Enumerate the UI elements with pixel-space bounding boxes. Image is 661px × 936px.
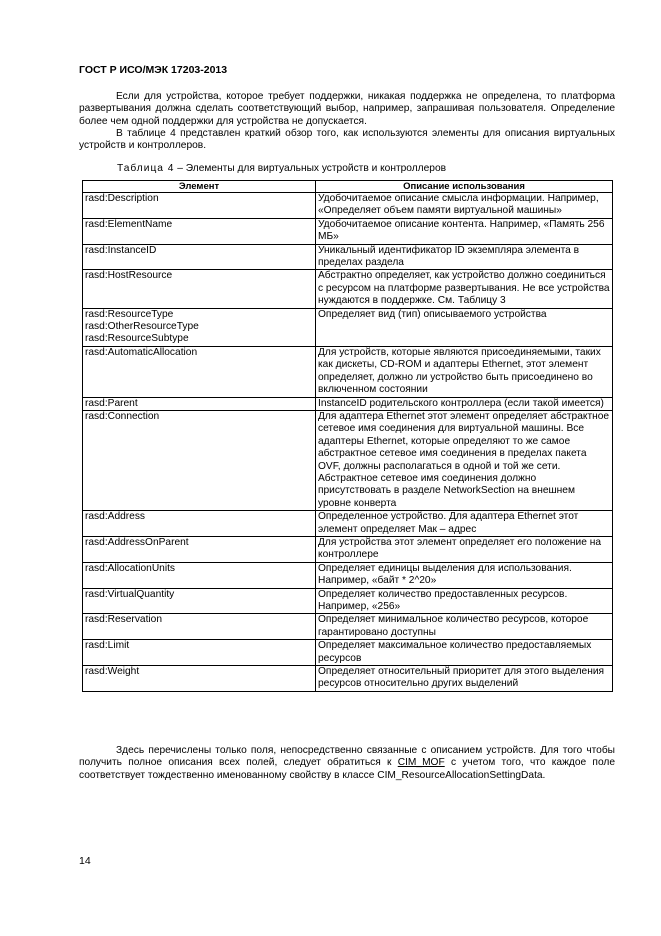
page-number: 14 (79, 855, 91, 867)
element-name: rasd:AutomaticAllocation (85, 346, 198, 358)
element-cell (83, 397, 316, 410)
element-name: rasd:ResourceType (85, 308, 174, 320)
table-row (83, 562, 613, 588)
table-row (83, 308, 613, 346)
description-cell: Для устройств, которые являются присоединяемыми, таких как дискеты, CD-ROM и адаптеры Ethernet, этот элемент определяет, должно ли устройство быть присоединено во включенном состоянии (316, 346, 613, 397)
table-caption-text: – Элементы для виртуальных устройств и контроллеров (174, 163, 447, 174)
element-name: rasd:Description (85, 193, 159, 204)
description-cell: Абстрактно определяет, как устройство должно соединиться с ресурсом на платформе развертывания. Не все устройства нуждаются в поддержке. См. Таблицу 3 (316, 270, 613, 308)
element-name: rasd:InstanceID (85, 244, 157, 256)
element-name: rasd:Connection (85, 410, 160, 422)
element-cell (83, 588, 316, 614)
element-cell (83, 193, 316, 219)
table-caption (117, 163, 446, 174)
element-cell (83, 562, 316, 588)
table-row (83, 193, 613, 219)
description-cell: Определяет единицы выделения для использования. Например, «байт * 2^20» (316, 562, 613, 588)
element-cell (83, 270, 316, 308)
table-row (83, 244, 613, 270)
element-name: rasd:ResourceSubtype (85, 333, 189, 345)
element-cell (83, 640, 316, 666)
element-cell (83, 666, 316, 692)
intro-paragraph-1: Если для устройства, которое требует поддержки, никакая поддержка не определена, то платформа развертывания должна сделать соответствующий выбор, например, запрашивая пользователя. Определение более чем одной поддержки для устройства не допускается. (79, 91, 615, 127)
table-caption-name: Таблица 4 (117, 163, 175, 174)
column-header-element: Элемент (83, 181, 316, 193)
element-cell (83, 536, 316, 562)
description-cell: InstanceID родительского контроллера (если такой имеется) (316, 397, 613, 410)
description-cell: Удобочитаемое описание контента. Например, «Память 256 МБ» (316, 218, 613, 244)
element-name: rasd:AddressOnParent (85, 536, 189, 548)
element-name: rasd:Limit (85, 640, 130, 652)
description-cell: Определяет количество предоставленных ресурсов. Например, «256» (316, 588, 613, 614)
description-cell: Удобочитаемое описание смысла информации. Например, «Определяет объем памяти виртуальной машины» (316, 193, 613, 219)
element-cell (83, 218, 316, 244)
table-row (83, 640, 613, 666)
table-row (83, 588, 613, 614)
description-cell: Определяет максимальное количество предоставляемых ресурсов (316, 640, 613, 666)
elements-table (82, 180, 613, 692)
description-cell: Для адаптера Ethernet этот элемент определяет абстрактное сетевое имя соединения для виртуальной машины. Все адаптеры Ethernet, которые определяют то же самое абстрактное сетевое имя соединения в пределах пакета OVF, должны располагаться в одной и той же сети. Абстрактное сетевое имя соединения должно присутствовать в разделе NetworkSection на внешнем уровне конверта (316, 410, 613, 510)
element-cell (83, 614, 316, 640)
description-cell: Определенное устройство. Для адаптера Ethernet этот элемент определяет Мак – адрес (316, 511, 613, 537)
element-name: rasd:HostResource (85, 270, 173, 282)
element-cell (83, 410, 316, 510)
table-row (83, 270, 613, 308)
element-name: rasd:Address (85, 511, 146, 523)
element-cell (83, 244, 316, 270)
description-cell: Уникальный идентификатор ID экземпляра элемента в пределах раздела (316, 244, 613, 270)
table-row (83, 536, 613, 562)
table-row (83, 218, 613, 244)
description-cell: Определяет относительный приоритет для этого выделения ресурсов относительно других выделений (316, 666, 613, 692)
description-cell: Определяет минимальное количество ресурсов, которое гарантировано доступны (316, 614, 613, 640)
table-row (83, 346, 613, 397)
element-cell (83, 511, 316, 537)
element-name: rasd:Reservation (85, 614, 163, 626)
column-header-description: Описание использования (316, 181, 613, 193)
description-cell: Для устройства этот элемент определяет его положение на контроллере (316, 536, 613, 562)
table-body (83, 193, 613, 692)
description-cell: Определяет вид (тип) описываемого устройства (316, 308, 613, 346)
closing-paragraph: Здесь перечислены только поля, непосредственно связанные с описанием устройств. Для того чтобы получить полное описания всех полей, следует обратиться к CIM_MOF с учетом того, что каждое поле соответствует тождественно именованному свойству в классе CIM_ResourceAllocationSettingData. (79, 745, 616, 781)
element-cell (83, 346, 316, 397)
table-row (83, 666, 613, 692)
table-row (83, 614, 613, 640)
element-name: rasd:OtherResourceType (85, 321, 199, 333)
element-name: rasd:VirtualQuantity (85, 588, 175, 600)
document-header: ГОСТ Р ИСО/МЭК 17203-2013 (79, 64, 228, 76)
element-name: rasd:Weight (85, 666, 140, 678)
element-name: rasd:AllocationUnits (85, 562, 176, 574)
cim-mof-reference: CIM_MOF (397, 757, 445, 769)
element-name: rasd:ElementName (85, 218, 173, 230)
table-row (83, 410, 613, 510)
table-row (83, 397, 613, 410)
element-name: rasd:Parent (85, 397, 138, 409)
intro-paragraph-2: В таблице 4 представлен краткий обзор того, как используются элементы для описания виртуальных устройств и контроллеров. (79, 128, 615, 152)
table-header-row (83, 181, 613, 193)
table-row (83, 511, 613, 537)
element-cell (83, 308, 316, 346)
